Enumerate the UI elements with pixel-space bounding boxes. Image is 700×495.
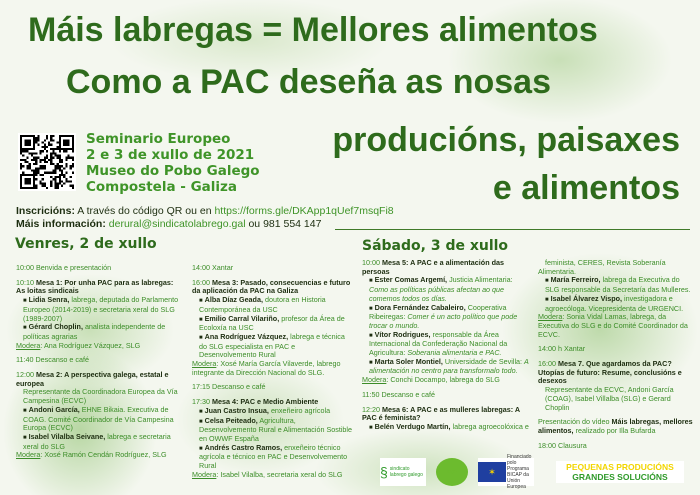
speaker-description: responsable da Área Internacional da Confederação Nacional da Agricultura: bbox=[369, 329, 508, 358]
speaker-description: EHNE Bikaia. Executiva de COAG. Comité Coordinador de Vía Campesina Europa (ECVC) bbox=[23, 404, 174, 433]
day-heading-saturday: Sábado, 3 de xullo bbox=[362, 238, 509, 254]
moderator-name: : Conchi Docampo, labrega do SLG bbox=[386, 375, 500, 385]
session-time: 12:00 bbox=[16, 370, 34, 380]
speaker-name: ■ Celsa Peiteado, bbox=[199, 416, 258, 425]
moderator-label: Modera bbox=[16, 450, 41, 460]
session-header bbox=[362, 406, 530, 423]
title-line-3: producións, paisaxes bbox=[332, 121, 680, 159]
round-logo bbox=[436, 458, 468, 486]
session-time: 12:20 bbox=[362, 404, 380, 414]
moderator-name: : Xosé María García Vilaverde, labrego integrante da Dirección Nacional do SLG. bbox=[192, 359, 341, 377]
slogan-banner bbox=[556, 461, 684, 483]
sponsor-logos bbox=[380, 454, 534, 490]
speaker-name: ■ Ana Rodríguez Vázquez, bbox=[199, 332, 288, 341]
info-label: Máis información: bbox=[16, 218, 106, 230]
session bbox=[362, 391, 530, 400]
session bbox=[362, 259, 530, 385]
moderator-name: : Xosé Ramón Cendán Rodríguez, SLG bbox=[40, 450, 167, 460]
moderator-label: Modera bbox=[362, 375, 387, 385]
session-header bbox=[538, 345, 694, 354]
session-header bbox=[538, 442, 694, 451]
speaker-description: investigadora e agroecóloga. Vicepresidenta de URGENCI. bbox=[545, 293, 684, 313]
title-line-1: Máis labregas = Mellores alimentos bbox=[28, 11, 598, 49]
speaker-name: ■ Ester Comas Argemí, bbox=[369, 275, 447, 284]
session-header bbox=[16, 356, 182, 365]
session-header bbox=[362, 259, 530, 276]
session-header bbox=[538, 418, 694, 435]
speaker bbox=[362, 304, 530, 331]
session-title: Mesa 4: PAC e Medio Ambiente bbox=[212, 397, 319, 407]
speaker-name: ■ Lidia Senra, bbox=[23, 295, 69, 304]
session-label: Descanso e café bbox=[35, 355, 89, 365]
talk-title: Como as políticas públicas afectan ao que comemos todos os días. bbox=[369, 285, 505, 303]
friday-column-1 bbox=[16, 264, 182, 466]
session-header bbox=[538, 259, 694, 276]
speaker bbox=[362, 358, 530, 376]
session-header bbox=[538, 360, 694, 386]
registration-url[interactable]: https://forms.gle/DKApp1qUef7msqFi8 bbox=[214, 205, 394, 217]
session bbox=[16, 279, 182, 351]
moderator bbox=[16, 451, 182, 460]
session-time: 18:00 bbox=[538, 440, 556, 450]
title-line-4: e alimentos bbox=[492, 169, 680, 207]
session-time: 10:00 bbox=[16, 263, 34, 272]
speaker-name: ■ Alba Díaz Geada, bbox=[199, 295, 263, 304]
speaker bbox=[538, 276, 694, 294]
slogan-line-2: GRANDES SOLUCIÓNS bbox=[572, 472, 668, 482]
session bbox=[538, 442, 694, 451]
speakers-list: Representante da ECVC, Andoni García (COAG), Isabel Villalba (SLG) e Gerard Choplin bbox=[545, 385, 674, 412]
speaker bbox=[192, 315, 352, 333]
speaker-name: ■ Andoni García, bbox=[23, 405, 80, 414]
talk-title: Soberania alimentaria e PAC. bbox=[407, 348, 502, 358]
session-time: 14:00 bbox=[538, 344, 556, 354]
speaker-description: labrega agroecolóxica e bbox=[452, 421, 529, 431]
registration-info bbox=[16, 205, 394, 231]
moderator-label: Modera bbox=[192, 469, 217, 479]
speaker-name: ■ Vítor Rodrigues, bbox=[369, 330, 431, 339]
logo-text: logo bbox=[447, 469, 457, 475]
eu-logo bbox=[478, 454, 534, 490]
or-text: ou bbox=[248, 218, 261, 230]
session bbox=[192, 383, 352, 392]
session-time: 11:50 bbox=[362, 389, 380, 399]
moderator-name: : Isabel Vilalba, secretaria xeral do SLG bbox=[216, 469, 343, 479]
session-header bbox=[192, 279, 352, 296]
speaker-description: doutora en Historia Contemporánea da USC bbox=[199, 295, 326, 314]
speaker bbox=[362, 423, 530, 433]
slogan-line-1: PEQUENAS PRODUCIÓNS bbox=[566, 462, 674, 472]
speaker-description: Cooperativa Ribeiregas: bbox=[369, 302, 507, 322]
speaker-description: labrega, deputada do Parlamento Europeo (2014-2019) e secretaria xeral do SLG (1989-2007) bbox=[23, 295, 179, 323]
session bbox=[538, 259, 694, 339]
session-label: Benvida e presentación bbox=[36, 263, 112, 272]
speaker-description: analista independente de políticas agrarias bbox=[23, 322, 166, 341]
session-title: Mesa 6: A PAC e as mulleres labregas: A PAC é feminista? bbox=[362, 404, 520, 423]
session bbox=[538, 418, 694, 435]
session-title: Mesa 5: A PAC e a alimentación das persoas bbox=[362, 258, 504, 276]
moderator bbox=[362, 376, 530, 385]
divider bbox=[335, 229, 690, 230]
speaker-name: ■ Belén Verdugo Martín, bbox=[369, 422, 451, 431]
session-header bbox=[16, 279, 182, 296]
speaker bbox=[16, 323, 182, 341]
session-time: 14:00 bbox=[192, 263, 210, 272]
speaker-name: ■ Marta Soler Montiel, bbox=[369, 357, 443, 366]
speaker bbox=[192, 444, 352, 471]
eu-flag-icon: ✶ bbox=[478, 462, 506, 482]
speaker bbox=[362, 276, 530, 303]
speaker bbox=[538, 295, 694, 313]
video-credit: realizado por Illa Bufarda bbox=[575, 425, 656, 435]
speaker-name: ■ Isabel Vilalba Seivane, bbox=[23, 432, 105, 441]
title-line-2: Como a PAC deseña as nosas bbox=[66, 63, 551, 101]
speaker-description: labrega da Executiva do SLG responsable da Secretaría das Mulleres. bbox=[545, 275, 691, 295]
event-name: Seminario Europeo bbox=[86, 131, 231, 147]
friday-column-2 bbox=[192, 264, 352, 485]
registration-text: A través do código QR ou en bbox=[77, 205, 212, 217]
saturday-column-1 bbox=[362, 259, 530, 439]
speaker-description: enxeñeiro agrícola bbox=[270, 405, 331, 415]
event-dates: 2 e 3 de xullo de 2021 bbox=[86, 147, 255, 163]
speaker bbox=[192, 333, 352, 360]
moderator-label: Modera bbox=[538, 312, 563, 322]
speaker-description: Representante da Coordinadora Europea da Vía Campesina (ECVC) bbox=[23, 387, 178, 406]
speaker-description: Universidade de Sevilla: bbox=[444, 356, 523, 366]
registration-label: Inscricións: bbox=[16, 205, 75, 217]
moderator bbox=[192, 360, 352, 377]
session bbox=[362, 406, 530, 433]
session bbox=[538, 360, 694, 412]
session-header bbox=[16, 264, 182, 273]
session-label: Descanso e café bbox=[212, 382, 266, 392]
moderator-name: : Ana Rodríguez Vázquez, SLG bbox=[40, 340, 141, 350]
session-header bbox=[192, 264, 352, 273]
speaker-description: Justicia Alimentaria: bbox=[449, 275, 513, 285]
speaker bbox=[16, 388, 182, 405]
contact-phone: 981 554 147 bbox=[263, 218, 322, 230]
speaker bbox=[192, 296, 352, 314]
contact-email[interactable]: derural@sindicatolabrego.gal bbox=[108, 218, 246, 230]
moderator-label: Modera bbox=[192, 359, 217, 369]
speaker-name: ■ Emilio Carral Vilariño, bbox=[199, 314, 279, 323]
session-label: h Xantar bbox=[558, 344, 586, 354]
speaker-description: enxeñeiro técnico agrícola e técnico en PAC e Desenvolvemento Rural bbox=[199, 442, 348, 471]
session-time: 17:15 bbox=[192, 382, 210, 392]
session-title: Mesa 7. Que agardamos da PAC? Utopías de futuro: Resume, conclusións e desexos bbox=[538, 359, 682, 386]
speaker-name: ■ María Ferreiro, bbox=[545, 275, 601, 284]
session bbox=[538, 345, 694, 354]
moderator-label: Modera bbox=[16, 340, 41, 350]
speaker bbox=[192, 417, 352, 444]
session bbox=[192, 398, 352, 479]
session-time: 11:40 bbox=[16, 355, 34, 365]
event-venue: Museo do Pobo Galego bbox=[86, 163, 260, 179]
moderator-name: : Sonia Vidal Lamas, labrega, da Executiva do SLG e do Comité Coordinador da ECVC. bbox=[538, 312, 688, 339]
moderator bbox=[16, 342, 182, 351]
day-heading-friday: Venres, 2 de xullo bbox=[15, 236, 157, 252]
video-title: Máis labregas, mellores alimentos, bbox=[538, 417, 693, 435]
session bbox=[16, 264, 182, 273]
session-title: Mesa 1: Por unha PAC para as labregas: As loitas sindicais bbox=[16, 277, 174, 296]
speaker-description: Agricultura, Desenvolvemento Rural e Alimentación Sostible en OWWF España bbox=[199, 415, 353, 443]
speaker-description: profesor da Área de Ecoloxía na USC bbox=[199, 313, 345, 333]
speaker bbox=[16, 433, 182, 451]
session-header bbox=[362, 391, 530, 400]
video-text: Presentación do vídeo bbox=[538, 417, 610, 427]
event-info bbox=[86, 131, 260, 195]
session bbox=[16, 356, 182, 365]
moderator bbox=[538, 313, 694, 339]
speaker-name: ■ Juan Castro Insua, bbox=[199, 406, 269, 415]
session-time: 16:00 bbox=[192, 277, 210, 287]
moderator bbox=[192, 471, 352, 480]
slg-logo: § sindicato labrego galego bbox=[380, 458, 426, 486]
speaker-name: ■ Andrés Castro Ramos, bbox=[199, 443, 282, 452]
session-time: 10:00 bbox=[362, 258, 380, 267]
speaker-description: labrega e técnica do SLG especialista en PAC e Desenvolvemento Rural bbox=[199, 331, 345, 360]
session bbox=[192, 264, 352, 273]
talk-title: Comer é un acto político que pode trocar o mundo. bbox=[369, 312, 518, 330]
saturday-column-2 bbox=[538, 259, 694, 456]
logo-text: sindicato labrego galego bbox=[389, 466, 423, 478]
talk-title: A alimentación no centro para transformalo todo. bbox=[369, 356, 529, 376]
session-time: 17:30 bbox=[192, 397, 210, 407]
speaker-description: labrega e secretaria xeral do SLG bbox=[23, 431, 171, 451]
session bbox=[16, 371, 182, 460]
speaker-name: ■ Dora Fernández Cabaleiro, bbox=[369, 303, 466, 312]
speaker bbox=[16, 296, 182, 323]
speaker-name: ■ Isabel Álvarez Vispo, bbox=[545, 294, 622, 303]
session-label: Clausura bbox=[558, 440, 587, 450]
session-time: 16:00 bbox=[538, 359, 556, 369]
session bbox=[192, 279, 352, 378]
speaker bbox=[16, 406, 182, 433]
logo-text: Financiado polo Programa BICAP da Unión Europea bbox=[507, 454, 532, 490]
session-label: Descanso e café bbox=[381, 389, 435, 399]
continued-text: feminista, CERES, Revista Soberanía Alimentaria. bbox=[538, 258, 666, 276]
session-header bbox=[16, 371, 182, 388]
speaker-name: ■ Gérard Choplin, bbox=[23, 322, 83, 331]
session-label: Xantar bbox=[212, 263, 234, 272]
session-header bbox=[192, 383, 352, 392]
event-city: Compostela - Galiza bbox=[86, 179, 237, 195]
session-time: 10:10 bbox=[16, 277, 34, 287]
qr-code[interactable] bbox=[18, 133, 76, 191]
session-title: Mesa 3: Pasado, consecuencias e futuro da aplicación da PAC na Galiza bbox=[192, 277, 351, 296]
speaker bbox=[362, 331, 530, 358]
session-title: Mesa 2: A perspectiva galega, estatal e europea bbox=[16, 370, 169, 388]
